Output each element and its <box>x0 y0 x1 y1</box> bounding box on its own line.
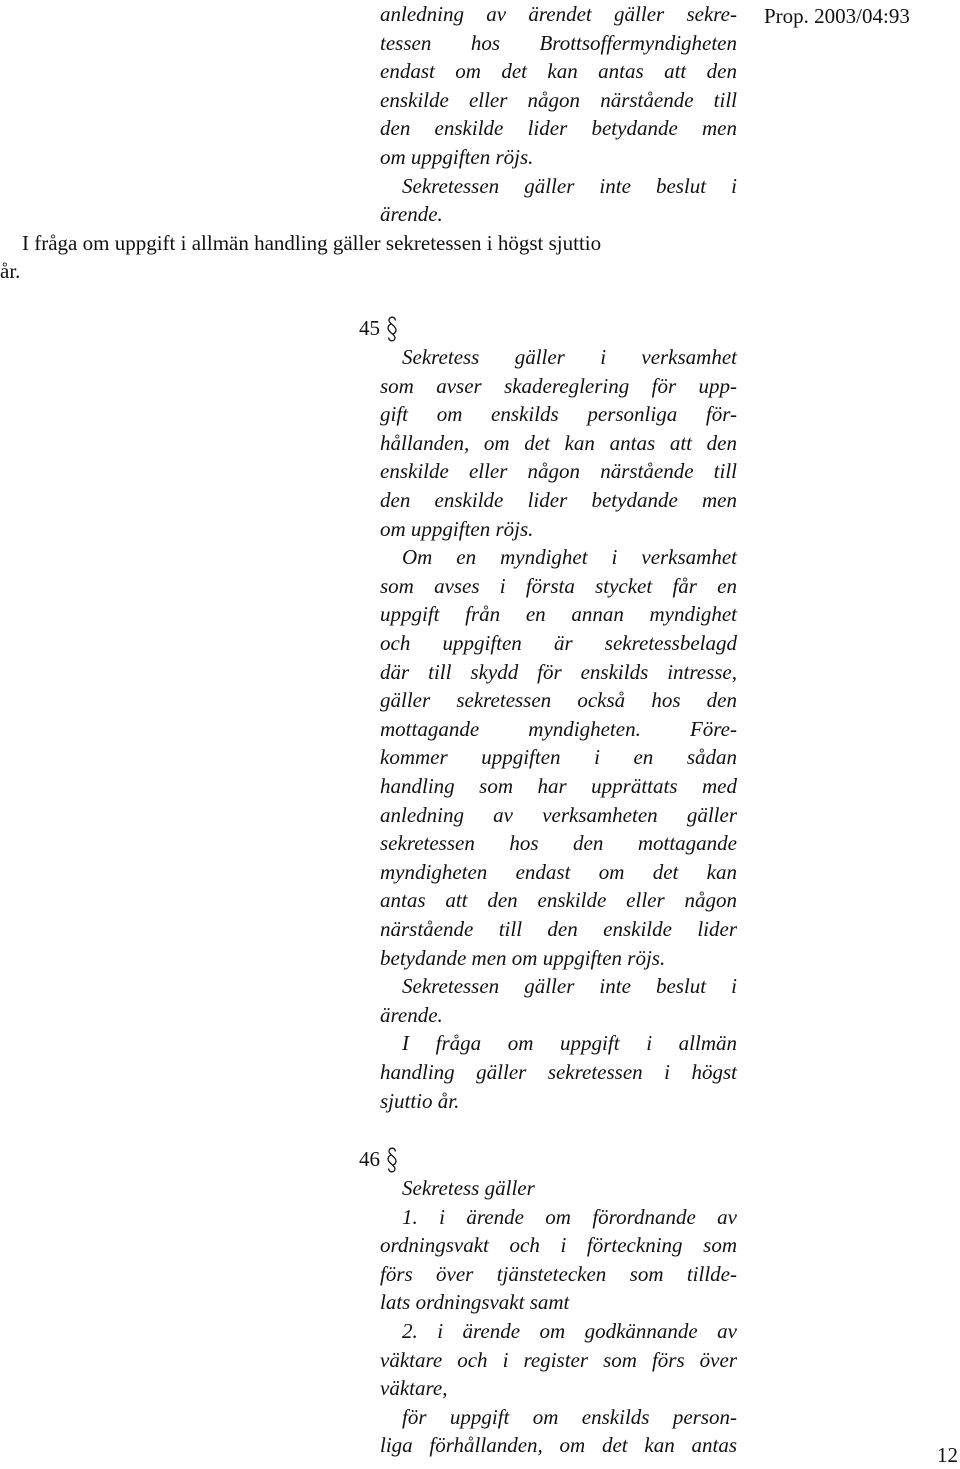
text-line: och uppgiften är sekretessbelagd <box>380 631 737 655</box>
text-line: väktare och i register som förs över <box>380 1347 737 1372</box>
text-line: tessen hos Brottsoffermyndigheten <box>380 30 737 55</box>
text-line: enskilde eller någon närstående till <box>380 87 737 112</box>
text-line: mottagande myndigheten. Före- <box>380 716 737 741</box>
text-line: sjuttio år. <box>380 1088 460 1113</box>
text-line: uppgift från en annan myndighet <box>380 602 737 627</box>
text-line: för uppgift om enskilds person- <box>402 1404 737 1429</box>
text-line: om uppgiften röjs. <box>380 516 534 541</box>
text-line: förs över tjänstetecken som tillde- <box>380 1261 737 1286</box>
text-line: hållanden, om det kan antas att den <box>380 430 737 455</box>
text-line: som avser skadereglering för upp- <box>380 373 737 398</box>
text-line: kommer uppgiften i en sådan <box>380 745 737 770</box>
list-item: 2. i ärende om godkännande av <box>402 1319 737 1343</box>
page-number: 12 <box>937 1443 958 1467</box>
section-number: 46 <box>359 1147 380 1171</box>
text-line: Sekretess gäller <box>402 1176 535 1200</box>
section-number: 45 <box>359 316 380 340</box>
text-line: anledning av ärendet gäller sekre- <box>380 2 737 26</box>
text-line: Sekretessen gäller inte beslut i <box>402 173 737 198</box>
text-line: I fråga om uppgift i allmän <box>402 1031 737 1056</box>
text-line: där till skydd för enskilds intresse, <box>380 659 737 684</box>
text-line: närstående till den enskilde lider <box>380 917 737 941</box>
text-line: gift om enskilds personliga för- <box>380 402 737 427</box>
text-line: som avses i första stycket får en <box>380 573 737 598</box>
section-sign-icon <box>386 1147 398 1173</box>
time-limit-text: I fråga om uppgift i allmän handling gäller sekretessen i högst sjuttio <box>22 230 602 255</box>
text-line: enskilde eller någon närstående till <box>380 459 737 484</box>
text-line: väktare, <box>380 1376 448 1401</box>
text-line: handling som har upprättats med <box>380 774 737 798</box>
section-sign-icon <box>386 316 398 342</box>
text-line: Om en myndighet i verksamhet <box>402 545 737 570</box>
section-heading-45 <box>359 314 398 343</box>
section-heading-46 <box>359 1145 398 1174</box>
text-line: den enskilde lider betydande men <box>380 488 737 512</box>
text-line: lats ordningsvakt samt <box>380 1290 570 1315</box>
text-line: myndigheten endast om det kan <box>380 859 737 884</box>
document-reference: Prop. 2003/04:93 <box>764 4 910 28</box>
list-item: 1. i ärende om förordnande av <box>402 1204 737 1229</box>
text-line: Sekretessen gäller inte beslut i <box>402 974 737 999</box>
text-line: den enskilde lider betydande men <box>380 116 737 141</box>
text-line: antas att den enskilde eller någon <box>380 888 737 913</box>
text-line: betydande men om uppgiften röjs. <box>380 945 666 970</box>
time-limit-text: år. <box>0 259 21 284</box>
text-line: handling gäller sekretessen i högst <box>380 1060 737 1084</box>
text-line: liga förhållanden, om det kan antas <box>380 1433 737 1458</box>
text-line: ärende. <box>380 1002 443 1027</box>
text-line: ärende. <box>380 202 443 227</box>
text-line: gäller sekretessen också hos den <box>380 688 737 713</box>
text-line: anledning av verksamheten gäller <box>380 802 737 827</box>
text-line: endast om det kan antas att den <box>380 59 737 84</box>
text-line: Sekretess gäller i verksamhet <box>402 345 737 369</box>
text-line: om uppgiften röjs. <box>380 145 534 169</box>
text-line: ordningsvakt och i förteckning som <box>380 1233 737 1258</box>
text-line: sekretessen hos den mottagande <box>380 831 737 856</box>
